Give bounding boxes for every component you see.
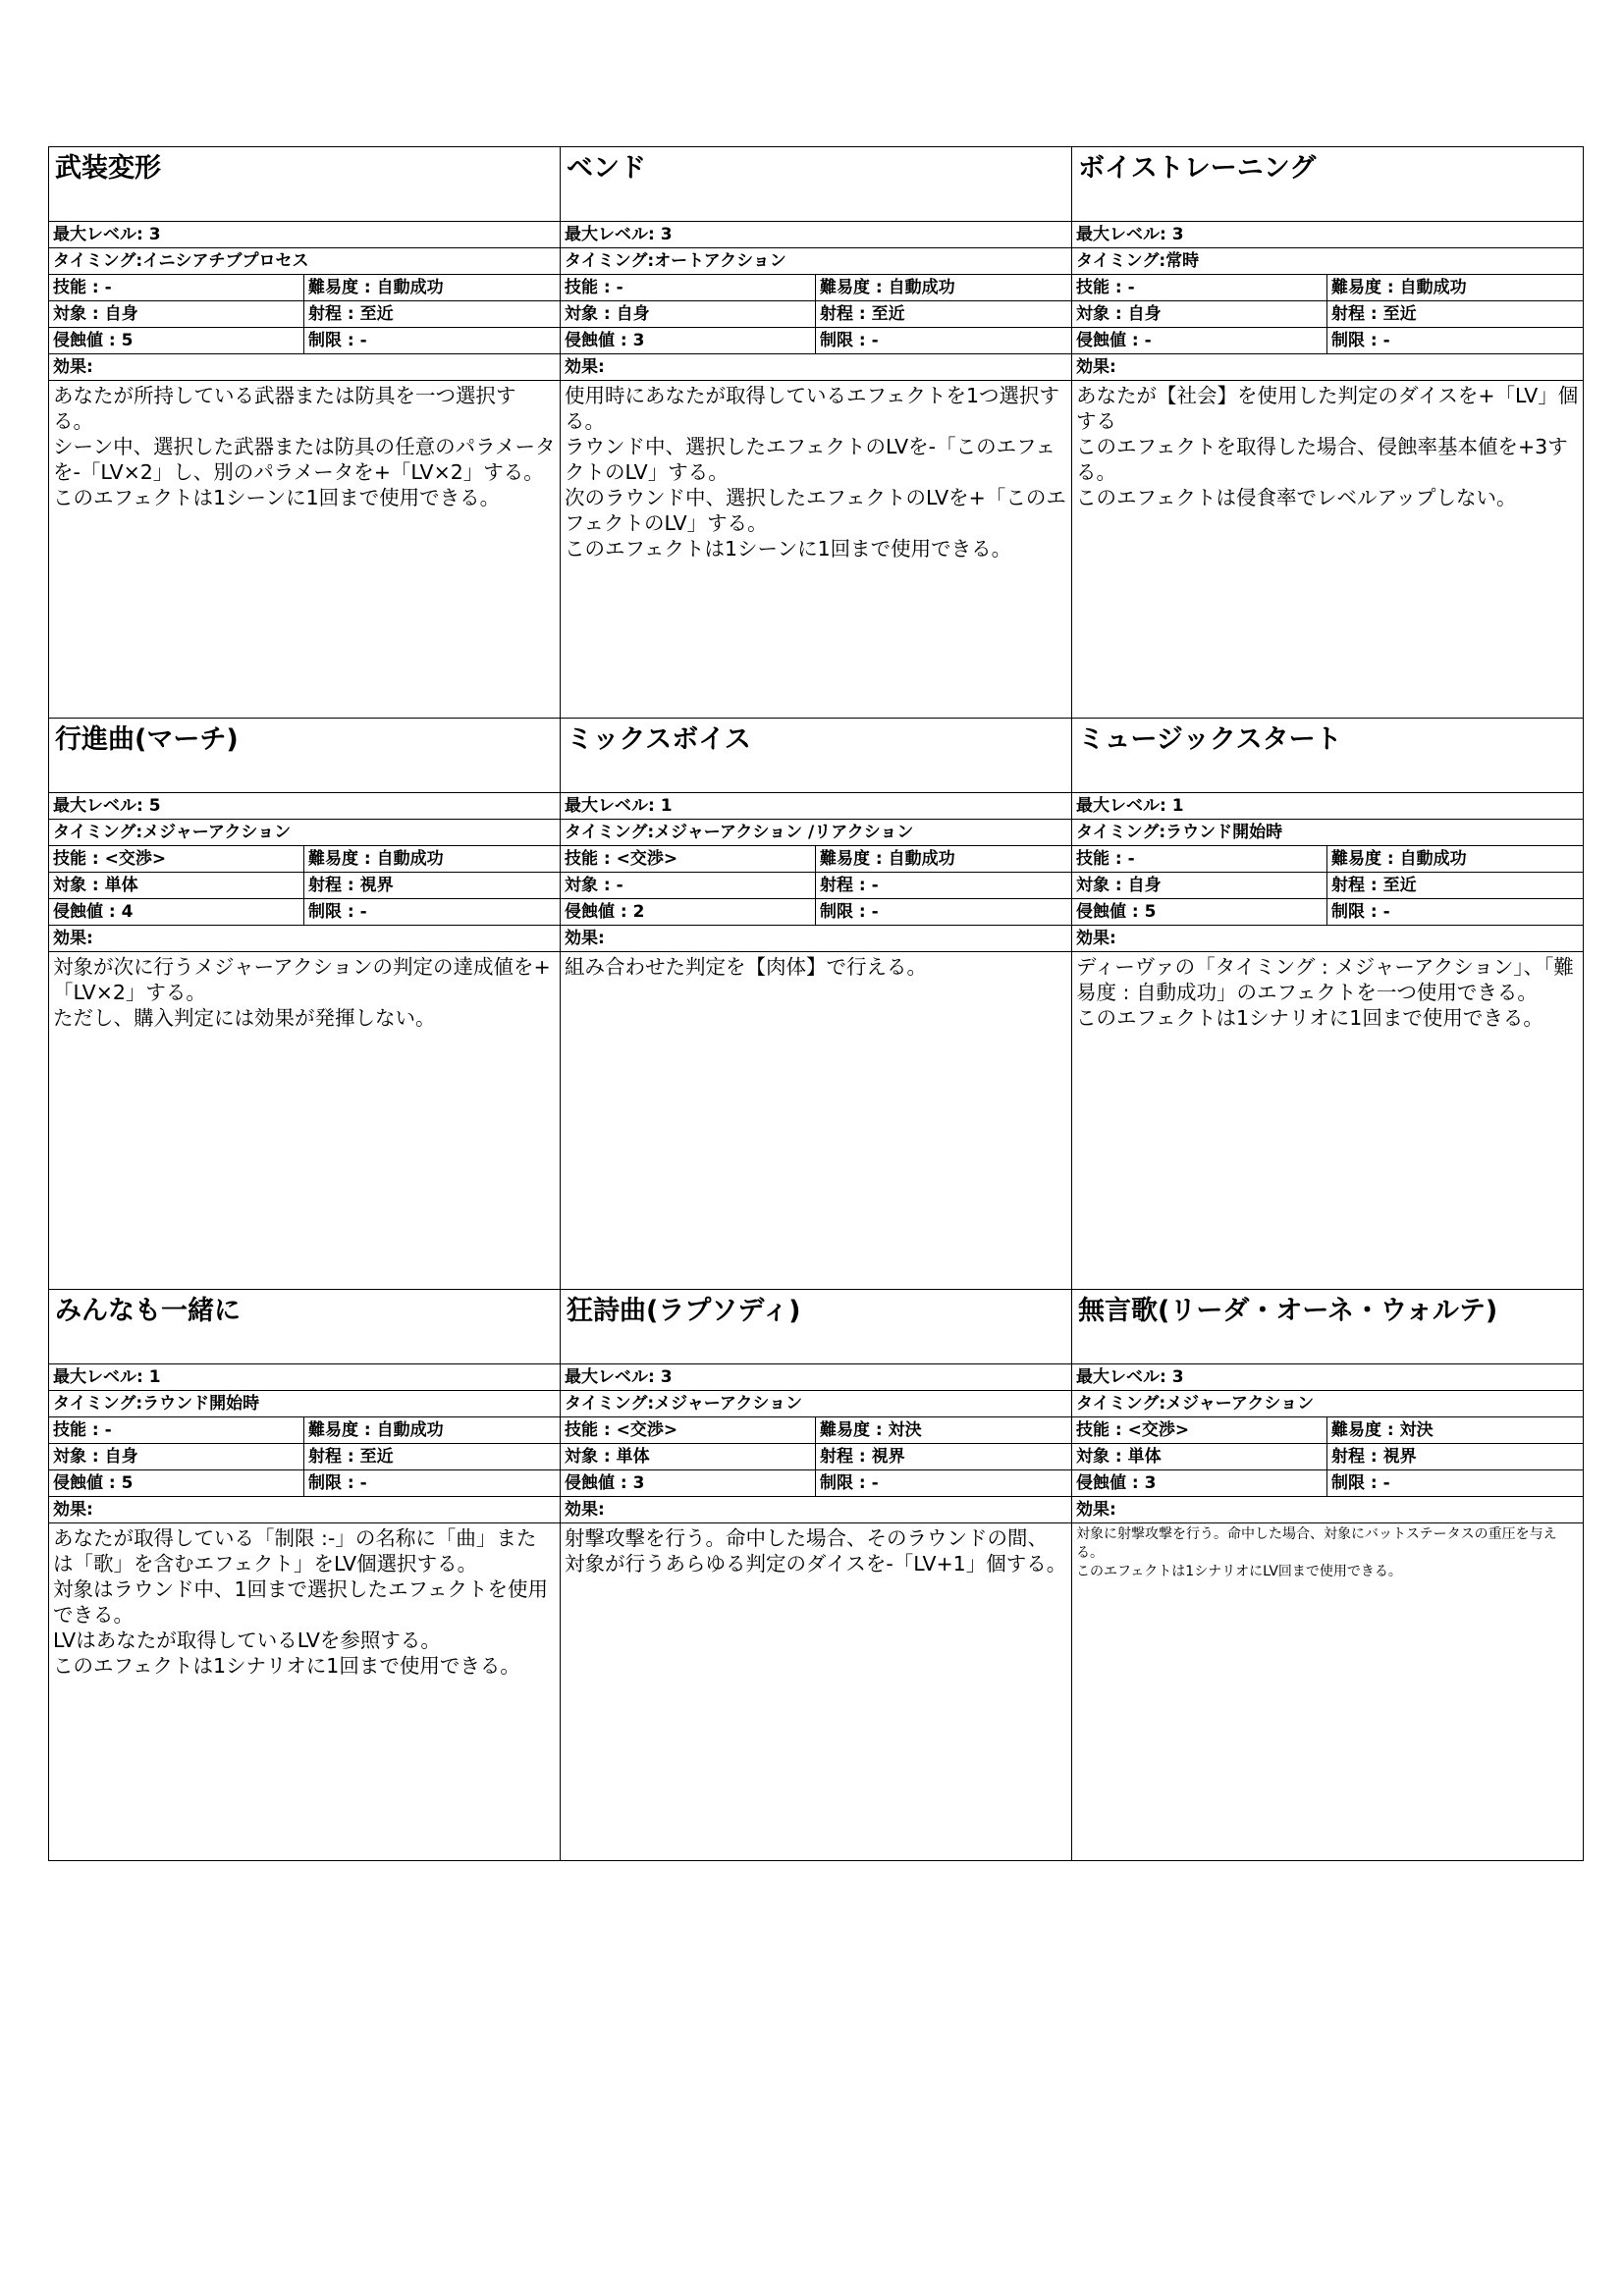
effect-card xyxy=(49,147,560,718)
skill: 技能 : <交渉> xyxy=(561,1417,816,1443)
card-row xyxy=(49,147,1584,719)
timing: タイミング:ラウンド開始時 xyxy=(1072,820,1583,846)
erosion: 侵蝕値 : 5 xyxy=(49,328,304,353)
effect-card-cell xyxy=(1072,719,1584,1290)
max-level: 最大レベル: 3 xyxy=(1072,222,1583,248)
skill-difficulty-row xyxy=(561,846,1071,873)
limit: 制限 : - xyxy=(1331,331,1390,350)
target-range-row xyxy=(561,873,1071,899)
effect-name: みんなも一緒に xyxy=(49,1290,560,1364)
effect-sheet-table xyxy=(48,146,1584,1861)
max-level: 最大レベル: 1 xyxy=(561,793,1071,820)
effect-card-cell xyxy=(49,1290,561,1861)
timing: タイミング:メジャーアクション xyxy=(1072,1391,1583,1417)
range: 射程 : 至近 xyxy=(308,304,394,324)
effect-text: 対象が次に行うメジャーアクションの判定の達成値を+「LV×2」する。 ただし、購入判定には効果が発揮しない。 xyxy=(53,955,551,1030)
limit: 制限 : - xyxy=(820,902,879,922)
effect-name: 無言歌(リーダ・オーネ・ウォルテ) xyxy=(1072,1290,1583,1364)
target: 対象 : 自身 xyxy=(49,301,304,327)
card-row xyxy=(49,719,1584,1290)
limit: 制限 : - xyxy=(820,1473,879,1493)
erosion: 侵蝕値 : 2 xyxy=(561,899,816,925)
effect-card-cell xyxy=(561,719,1072,1290)
effect-card-cell xyxy=(561,147,1072,719)
effect-label: 効果: xyxy=(1072,926,1583,952)
skill-difficulty-row xyxy=(49,275,560,301)
effect-name: ボイストレーニング xyxy=(1072,147,1583,222)
timing: タイミング:ラウンド開始時 xyxy=(49,1391,560,1417)
max-level: 最大レベル: 3 xyxy=(561,222,1071,248)
erosion: 侵蝕値 : 3 xyxy=(561,328,816,353)
skill-difficulty-row xyxy=(1072,1417,1583,1444)
erosion-limit-row xyxy=(49,899,560,926)
target-range-row xyxy=(1072,301,1583,328)
difficulty: 難易度 : 自動成功 xyxy=(1331,278,1467,297)
skill: 技能 : <交渉> xyxy=(561,846,816,872)
range: 射程 : 至近 xyxy=(1331,876,1417,895)
target-range-row xyxy=(49,1444,560,1470)
skill-difficulty-row xyxy=(1072,275,1583,301)
max-level: 最大レベル: 3 xyxy=(49,222,560,248)
effect-text: 射撃攻撃を行う。命中した場合、そのラウンドの間、対象が行うあらゆる判定のダイスを-「LV+1」個する。 xyxy=(565,1526,1067,1575)
effect-card xyxy=(1072,719,1583,1289)
erosion-limit-row xyxy=(1072,899,1583,926)
target: 対象 : - xyxy=(561,873,816,898)
range: 射程 : 至近 xyxy=(308,1447,394,1467)
timing: タイミング:常時 xyxy=(1072,248,1583,275)
effect-card-cell xyxy=(561,1290,1072,1861)
difficulty: 難易度 : 自動成功 xyxy=(308,849,444,869)
range: 射程 : 視界 xyxy=(820,1447,905,1467)
limit: 制限 : - xyxy=(1331,1473,1390,1493)
skill-difficulty-row xyxy=(49,846,560,873)
difficulty: 難易度 : 対決 xyxy=(1331,1420,1434,1440)
limit: 制限 : - xyxy=(1331,902,1390,922)
effect-label: 効果: xyxy=(1072,1497,1583,1523)
effect-card-cell xyxy=(49,719,561,1290)
difficulty: 難易度 : 自動成功 xyxy=(1331,849,1467,869)
limit: 制限 : - xyxy=(308,902,367,922)
effect-card-cell xyxy=(1072,147,1584,719)
effect-card xyxy=(49,1290,560,1860)
max-level: 最大レベル: 5 xyxy=(49,793,560,820)
effect-label: 効果: xyxy=(49,926,560,952)
effect-label: 効果: xyxy=(1072,354,1583,381)
skill: 技能 : - xyxy=(1072,846,1327,872)
max-level: 最大レベル: 1 xyxy=(49,1364,560,1391)
erosion-limit-row xyxy=(561,899,1071,926)
erosion-limit-row xyxy=(561,1470,1071,1497)
erosion: 侵蝕値 : 3 xyxy=(561,1470,816,1496)
erosion-limit-row xyxy=(49,1470,560,1497)
effect-card xyxy=(49,719,560,1289)
range: 射程 : 視界 xyxy=(1331,1447,1417,1467)
effect-card xyxy=(561,719,1071,1289)
effect-name: ミュージックスタート xyxy=(1072,719,1583,793)
range: 射程 : - xyxy=(820,876,879,895)
effect-card xyxy=(1072,1290,1583,1860)
effect-name: 狂詩曲(ラプソディ) xyxy=(561,1290,1071,1364)
target: 対象 : 自身 xyxy=(1072,873,1327,898)
effect-text: 組み合わせた判定を【肉体】で行える。 xyxy=(565,955,927,979)
effect-text: あなたが【社会】を使用した判定のダイスを+「LV」個する このエフェクトを取得した場合、侵蝕率基本値を+3する。 このエフェクトは侵食率でレベルアップしない。 xyxy=(1076,384,1579,509)
erosion: 侵蝕値 : 5 xyxy=(49,1470,304,1496)
effect-card xyxy=(561,1290,1071,1860)
target-range-row xyxy=(1072,873,1583,899)
max-level: 最大レベル: 3 xyxy=(1072,1364,1583,1391)
erosion-limit-row xyxy=(49,328,560,354)
difficulty: 難易度 : 自動成功 xyxy=(820,849,955,869)
skill-difficulty-row xyxy=(561,275,1071,301)
skill: 技能 : - xyxy=(49,1417,304,1443)
erosion: 侵蝕値 : 5 xyxy=(1072,899,1327,925)
effect-card-cell xyxy=(1072,1290,1584,1861)
skill: 技能 : <交渉> xyxy=(49,846,304,872)
difficulty: 難易度 : 自動成功 xyxy=(820,278,955,297)
erosion-limit-row xyxy=(1072,1470,1583,1497)
target-range-row xyxy=(49,873,560,899)
difficulty: 難易度 : 対決 xyxy=(820,1420,922,1440)
limit: 制限 : - xyxy=(308,1473,367,1493)
limit: 制限 : - xyxy=(308,331,367,350)
card-row xyxy=(49,1290,1584,1861)
effect-card xyxy=(561,147,1071,718)
effect-card-cell xyxy=(49,147,561,719)
effect-text: 使用時にあなたが取得しているエフェクトを1つ選択する。 ラウンド中、選択したエフェクトのLVを-「このエフェクトのLV」する。 次のラウンド中、選択したエフェクトのLVを+「このエフェクトのLV」する。 このエフェクトは1シーンに1回まで使用できる。 xyxy=(565,384,1066,561)
max-level: 最大レベル: 3 xyxy=(561,1364,1071,1391)
effect-text: あなたが所持している武器または防具を一つ選択する。 シーン中、選択した武器または防具の任意のパラメータを-「LV×2」し、別のパラメータを+「LV×2」する。 このエフェクトは1シーンに1回まで使用できる。 xyxy=(53,384,556,509)
effect-name: 行進曲(マーチ) xyxy=(49,719,560,793)
difficulty: 難易度 : 自動成功 xyxy=(308,1420,444,1440)
erosion: 侵蝕値 : 4 xyxy=(49,899,304,925)
skill: 技能 : <交渉> xyxy=(1072,1417,1327,1443)
timing: タイミング:メジャーアクション xyxy=(49,820,560,846)
timing: タイミング:メジャーアクション xyxy=(561,1391,1071,1417)
timing: タイミング:メジャーアクション /リアクション xyxy=(561,820,1071,846)
max-level: 最大レベル: 1 xyxy=(1072,793,1583,820)
skill: 技能 : - xyxy=(561,275,816,300)
target-range-row xyxy=(1072,1444,1583,1470)
target-range-row xyxy=(561,1444,1071,1470)
target: 対象 : 自身 xyxy=(49,1444,304,1469)
effect-name: 武装変形 xyxy=(49,147,560,222)
effect-label: 効果: xyxy=(561,1497,1071,1523)
skill-difficulty-row xyxy=(561,1417,1071,1444)
range: 射程 : 至近 xyxy=(820,304,905,324)
effect-name: ミックスボイス xyxy=(561,719,1071,793)
target-range-row xyxy=(561,301,1071,328)
timing: タイミング:イニシアチブプロセス xyxy=(49,248,560,275)
target: 対象 : 単体 xyxy=(561,1444,816,1469)
effect-text: あなたが取得している「制限 :-」の名称に「曲」または「歌」を含むエフェクト」をLV個選択する。 対象はラウンド中、1回まで選択したエフェクトを使用できる。 LVはあなたが取得しているLVを参照する。 このエフェクトは1シナリオに1回まで使用できる。 xyxy=(53,1526,549,1678)
effect-label: 効果: xyxy=(561,926,1071,952)
range: 射程 : 至近 xyxy=(1331,304,1417,324)
effect-label: 効果: xyxy=(49,354,560,381)
skill: 技能 : - xyxy=(49,275,304,300)
difficulty: 難易度 : 自動成功 xyxy=(308,278,444,297)
skill: 技能 : - xyxy=(1072,275,1327,300)
erosion-limit-row xyxy=(1072,328,1583,354)
target: 対象 : 自身 xyxy=(1072,301,1327,327)
effect-text: ディーヴァの「タイミング : メジャーアクション」、「難易度 : 自動成功」のエフェクトを一つ使用できる。 このエフェクトは1シナリオに1回まで使用できる。 xyxy=(1076,955,1574,1030)
erosion: 侵蝕値 : 3 xyxy=(1072,1470,1327,1496)
range: 射程 : 視界 xyxy=(308,876,394,895)
effect-card-grid xyxy=(48,146,1584,1861)
effect-card xyxy=(1072,147,1583,718)
skill-difficulty-row xyxy=(49,1417,560,1444)
target: 対象 : 単体 xyxy=(49,873,304,898)
effect-name: ベンド xyxy=(561,147,1071,222)
target: 対象 : 単体 xyxy=(1072,1444,1327,1469)
limit: 制限 : - xyxy=(820,331,879,350)
effect-text: 対象に射撃攻撃を行う。命中した場合、対象にバットステータスの重圧を与える。 このエフェクトは1シナリオにLV回まで使用できる。 xyxy=(1076,1526,1557,1579)
skill-difficulty-row xyxy=(1072,846,1583,873)
timing: タイミング:オートアクション xyxy=(561,248,1071,275)
effect-label: 効果: xyxy=(561,354,1071,381)
erosion: 侵蝕値 : - xyxy=(1072,328,1327,353)
target-range-row xyxy=(49,301,560,328)
erosion-limit-row xyxy=(561,328,1071,354)
effect-label: 効果: xyxy=(49,1497,560,1523)
target: 対象 : 自身 xyxy=(561,301,816,327)
